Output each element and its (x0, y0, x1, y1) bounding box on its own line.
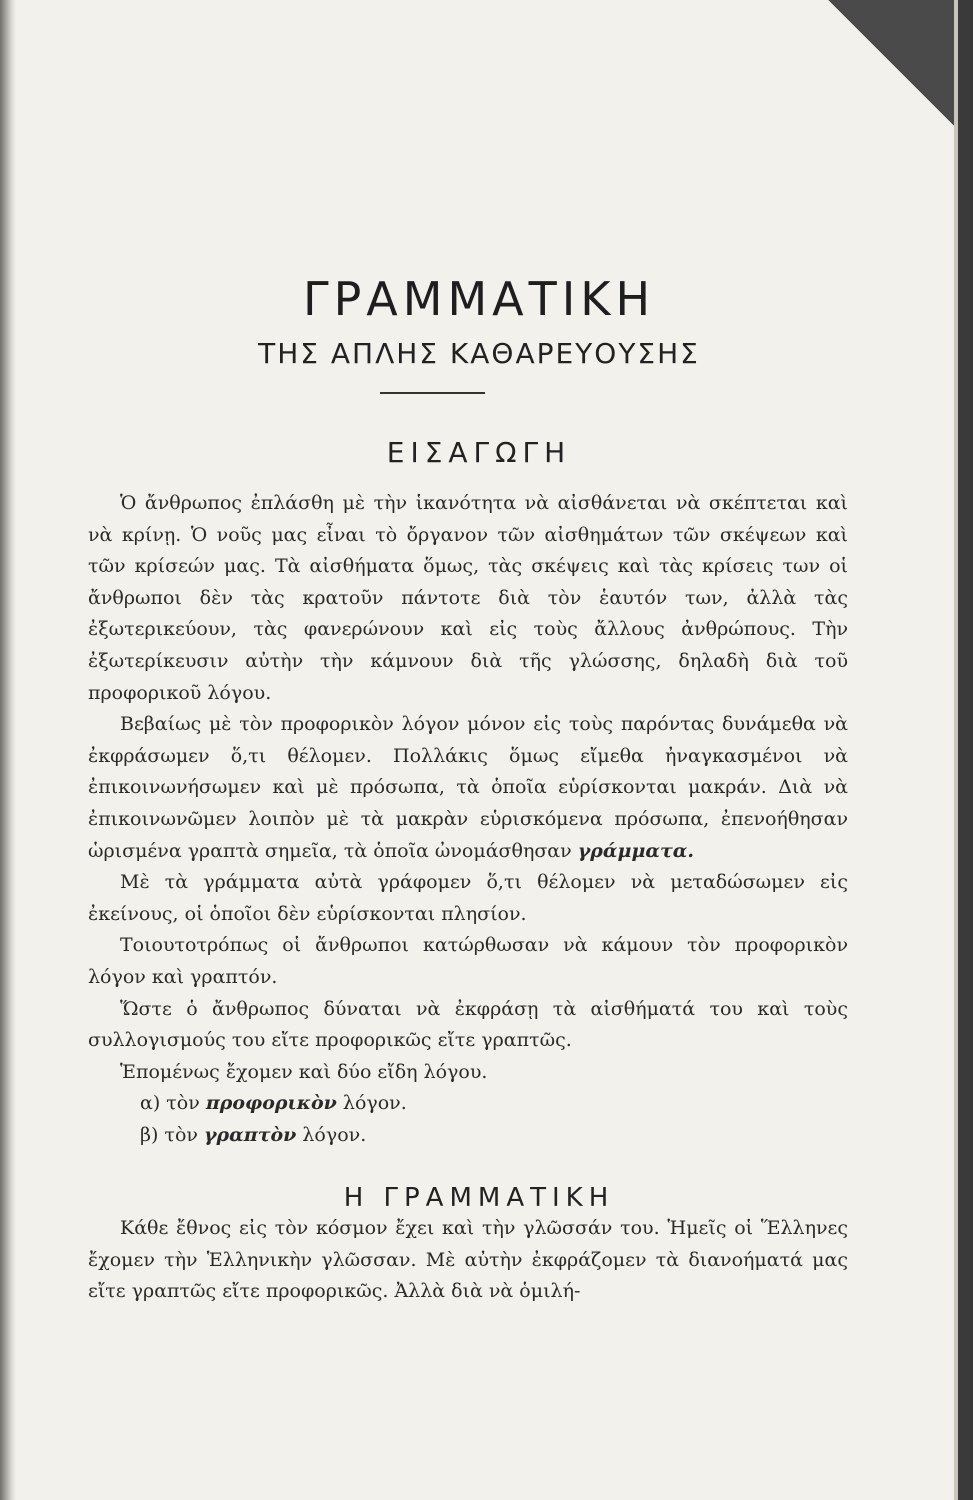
grammar-paragraph-1: Κάθε ἔθνος εἰς τὸν κόσμον ἔχει καὶ τὴν γλῶσσάν του. Ἡμεῖς οἱ Ἕλληνες ἔχομεν τὴν Ἑλληνικὴν γλῶσσαν. Μὲ αὐτὴν ἐκφράζομεν τὰ διανοήματά μας εἴτε γραπτῶς εἴτε προφορικῶς. Ἀλλὰ διὰ νὰ ὁμιλή- (88, 1217, 848, 1303)
list-item-a-prefix: α) τὸν (140, 1092, 200, 1115)
intro-paragraph-4: Τοιουτοτρόπως οἱ ἄνθρωποι κατώρθωσαν νὰ κάμουν τὸν προφορικὸν λόγον καὶ γραπτόν. (88, 934, 848, 988)
intro-paragraph-5: Ὥστε ὁ ἄνθρωπος δύναται νὰ ἐκφράσῃ τὰ αἰσθήματά του καὶ τοὺς συλλογισμούς του εἴτε προφορικῶς εἴτε γραπτῶς. (88, 997, 848, 1052)
introduction-body (88, 488, 848, 1151)
intro-paragraph-1: Ὁ ἄνθρωπος ἐπλάσθη μὲ τὴν ἱκανότητα νὰ αἰσθάνεται νὰ σκέπτεται καὶ νὰ κρίνῃ. Ὁ νοῦς μας εἶναι τὸ ὄργανον τῶν αἰσθημάτων τῶν σκέψεων καὶ τῶν κρίσεών μας. Τὰ αἰσθήματα ὅμως, τὰς σκέψεις καὶ τὰς κρίσεις των οἱ ἄνθρωποι δὲν τὰς κρατοῦν πάντοτε διὰ τὸν ἑαυτόν των, ἀλλὰ τὰς ἐξωτερικεύουν, τὰς φανερώνουν καὶ εἰς τοὺς ἄλλους ἀνθρώπους. Τὴν ἐξωτερίκευσιν αὐτὴν τὴν κάμνουν διὰ τῆς γλώσσης, δηλαδὴ διὰ τοῦ προφορικοῦ λόγου. (88, 492, 848, 704)
intro-paragraph-3: Μὲ τὰ γράμματα αὐτὰ γράφομεν ὅ,τι θέλομεν νὰ μεταδώσωμεν εἰς ἐκείνους, οἱ ὁποῖοι δὲν εὑρίσκονται πλησίον. (88, 871, 848, 925)
list-item-a-term: προφορικὸν (205, 1092, 337, 1115)
title-divider (380, 392, 485, 394)
intro-paragraph-2-term: γράμματα. (577, 839, 695, 862)
grammar-body (88, 1213, 848, 1308)
page-title: ΓΡΑΜΜΑΤΙΚΗ (302, 272, 656, 326)
intro-paragraph-2-text: Βεβαίως μὲ τὸν προφορικὸν λόγον μόνον εἰς τοὺς παρόντας δυνάμεθα νὰ ἐκφράσωμεν ὅ,τι θέλομεν. Πολλάκις ὅμως εἴμεθα ἠναγκασμένοι νὰ ἐπικοινωνήσωμεν καὶ μὲ πρόσωπα, τὰ ὁποῖα εὑρίσκονται μακράν. Διὰ νὰ ἐπικοινωνῶμεν λοιπὸν μὲ τὰ μακρὰν εὑρισκόμενα πρόσωπα, ἐπενοήθησαν ὡρισμένα γραπτὰ σημεῖα, τὰ ὁποῖα ὠνομάσθησαν (88, 713, 848, 862)
list-item-b-term: γραπτὸν (203, 1123, 297, 1146)
list-item-a-suffix: λόγον. (342, 1092, 407, 1115)
list-item-b-suffix: λόγον. (302, 1123, 367, 1146)
grammar-heading: Η ΓΡΑΜΜΑΤΙΚΗ (343, 1183, 615, 1213)
list-item-a (88, 1088, 848, 1120)
page-subtitle: ΤΗΣ ΑΠΛΗΣ ΚΑΘΑΡΕΥΟΥΣΗΣ (258, 337, 700, 370)
list-item-b (88, 1120, 848, 1152)
intro-paragraph-2 (88, 709, 848, 867)
introduction-heading: ΕΙΣΑΓΩΓΗ (386, 436, 572, 469)
binding-shadow (0, 0, 16, 1500)
list-item-b-prefix: β) τὸν (140, 1123, 198, 1146)
torn-corner (826, 0, 956, 128)
intro-paragraph-6: Ἑπομένως ἔχομεν καὶ δύο εἴδη λόγου. (120, 1060, 488, 1083)
